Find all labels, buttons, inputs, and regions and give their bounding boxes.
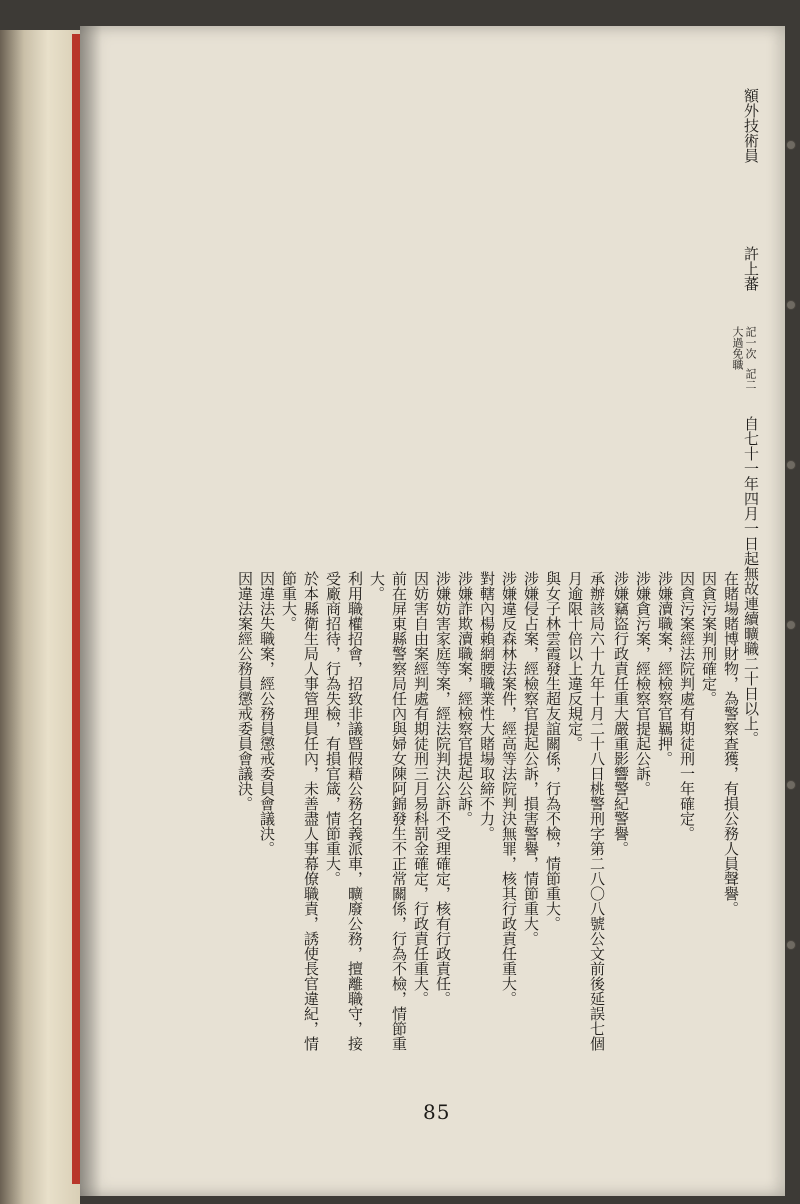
reason-line-18: 大。 bbox=[368, 571, 386, 601]
reason-line-4: 因貪污案經法院判處有期徒刑一年確定。 bbox=[678, 571, 696, 841]
reason-line-22: 節重大。 bbox=[280, 571, 298, 631]
reason-line-19: 利用職權招會，招致非議暨假藉公務名義派車，曠廢公務，擅離職守，接 bbox=[346, 571, 364, 1051]
page-number: 85 bbox=[423, 1100, 451, 1124]
page-gutter-shadow bbox=[80, 26, 102, 1196]
penalty-note-a: 記一次 bbox=[744, 326, 757, 359]
binding-hole bbox=[786, 460, 796, 470]
reason-line-10: 與女子林雲霞發生超友誼關係，行為不檢，情節重大。 bbox=[544, 571, 562, 931]
reason-line-23: 因違法失職案，經公務員懲戒委員會議決。 bbox=[258, 571, 276, 856]
reason-line-15: 涉嫌妨害家庭等案，經法院判決公訴不受理確定，核有行政責任。 bbox=[434, 571, 452, 1006]
reason-line-8: 承辦該局六十九年十月二十八日桃警刑字第二八〇八號公文前後延誤七個 bbox=[588, 571, 606, 1051]
book-page bbox=[80, 26, 785, 1196]
reason-line-16: 因妨害自由案經判處有期徒刑三月易科罰金確定，行政責任重大。 bbox=[412, 571, 430, 1006]
reason-line-2: 在賭場賭博財物，為警察查獲，有損公務人員聲譽。 bbox=[722, 571, 740, 916]
penalty-note-c: 記二 bbox=[744, 368, 757, 390]
reason-line-17: 前在屏東縣警察局任內與婦女陳阿錦發生不正常關係，行為不檢，情節重 bbox=[390, 571, 408, 1051]
reason-line-3: 因貪污案判刑確定。 bbox=[700, 571, 718, 706]
binding-hole bbox=[786, 300, 796, 310]
reason-line-9: 月逾限十倍以上違反規定。 bbox=[566, 571, 584, 751]
binding-hole bbox=[786, 780, 796, 790]
red-page-edge bbox=[72, 34, 80, 1184]
reason-line-6: 涉嫌貪污案，經檢察官提起公訴。 bbox=[634, 571, 652, 796]
binding-hole bbox=[786, 940, 796, 950]
reason-line-20: 受廠商招待，行為失檢，有損官箴，情節重大。 bbox=[324, 571, 342, 886]
binding-hole bbox=[786, 140, 796, 150]
reason-line-13: 對轄內楊賴網腰職業性大賭場取締不力。 bbox=[478, 571, 496, 841]
book-page-edges bbox=[0, 30, 80, 1204]
reason-line-21: 於本縣衛生局人事管理員任內，未善盡人事幕僚職責，誘使長官違紀，情 bbox=[302, 571, 320, 1051]
reason-line-12: 涉嫌違反森林法案件，經高等法院判決無罪，核其行政責任重大。 bbox=[500, 571, 518, 1006]
reason-line-24: 因違法案經公務員懲戒委員會議決。 bbox=[236, 571, 254, 811]
reason-line-5: 涉嫌瀆職案，經檢察官羈押。 bbox=[656, 571, 674, 766]
reason-line-11: 涉嫌侵占案，經檢察官提起公訴，損害警譽，情節重大。 bbox=[522, 571, 540, 946]
reason-line-7: 涉嫌竊盜行政責任重大嚴重影響警紀警譽。 bbox=[612, 571, 630, 856]
binding-hole bbox=[786, 620, 796, 630]
reason-line-1: 自七十一年四月一日起無故連續曠職二十日以上。 bbox=[742, 416, 760, 746]
reason-line-14: 涉嫌詐欺瀆職案，經檢察官提起公訴。 bbox=[456, 571, 474, 826]
first-column-name: 許上蕃 bbox=[742, 246, 760, 291]
penalty-note-b: 大過免職 bbox=[731, 326, 744, 370]
first-column-title: 額外技術員 bbox=[742, 88, 760, 163]
